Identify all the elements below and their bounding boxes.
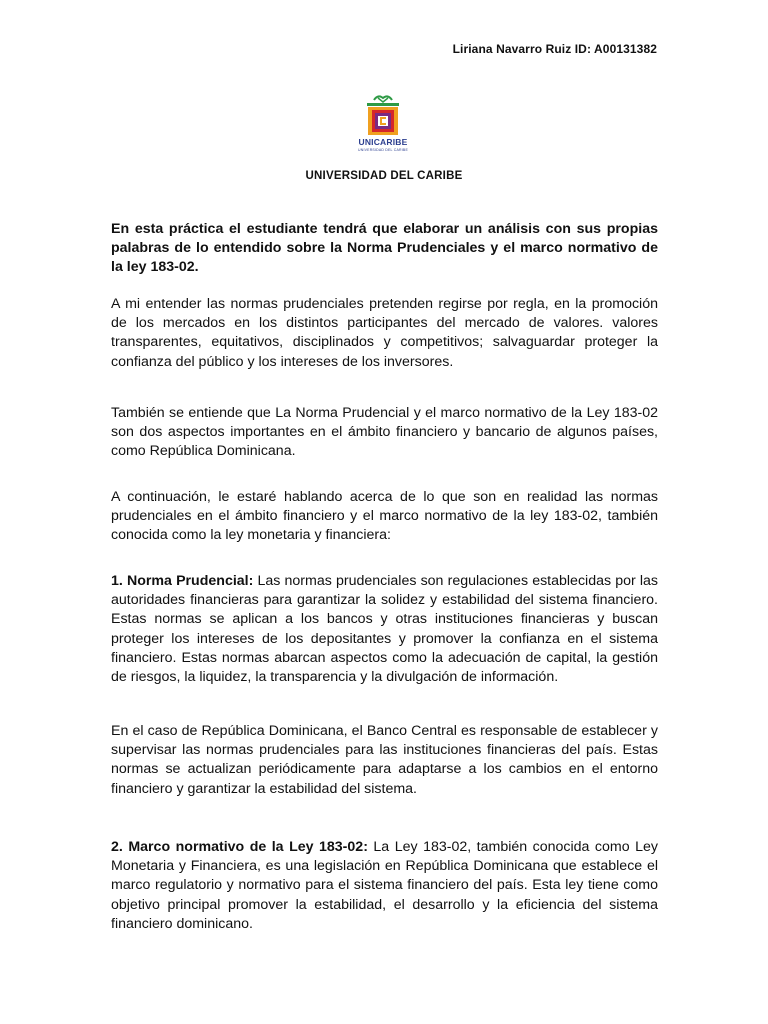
intro-paragraph: En esta práctica el estudiante tendrá que elaborar un análisis con sus propias palabras de lo entendido sobre la Norma Prudenciales y el marco normativo de la ley 183-02. (111, 221, 658, 276)
paragraph-4: En el caso de República Dominicana, el Banco Central es responsable de establecer y supervisar las normas prudenciales para las instituciones financieras del país. Estas normas se actualizan periódicamente para adaptarse a los cambios en el entorno financiero y garantizar la estabilidad del sistema. (111, 723, 658, 797)
paragraph-1: A mi entender las normas prudenciales pretenden regirse por regla, en la promoción de los mercados en los distintos participantes del mercado de valores. valores transparentes, equitativos, disciplinados y competitivos; salvaguardar proteger la confianza del público y los intereses de los inversores. (111, 296, 658, 370)
paragraph-2-block (111, 404, 658, 462)
section-1-heading: 1. Norma Prudencial: (111, 573, 254, 589)
paragraph-2: También se entiende que La Norma Prudencial y el marco normativo de la Ley 183-02 son dos aspectos importantes en el ámbito financiero y bancario de algunos países, como República Dominicana. (111, 405, 658, 460)
section-2-body: La Ley 183-02, también conocida como Ley Monetaria y Financiera, es una legislación en República Dominicana que establece el marco regulatorio y normativo para el sistema financiero del país. Esta ley tiene como objetivo principal promover la estabilidad, el desarrollo y la eficiencia del sistema financiero dominicano. (111, 839, 658, 932)
section-2-paragraph (111, 838, 658, 934)
paragraph-4-block (111, 722, 658, 799)
section-1-block (111, 572, 658, 687)
section-2-heading: 2. Marco normativo de la Ley 183-02: (111, 839, 368, 855)
logo-subtitle: UNIVERSIDAD DEL CARIBE (358, 148, 408, 152)
paragraph-3-block (111, 488, 658, 546)
section-1-body: Las normas prudenciales son regulaciones establecidas por las autoridades financieras para garantizar la solidez y estabilidad del sistema financiero. Estas normas se aplican a los bancos y otras instituciones financieras y buscan proteger los intereses de los depositantes y promover la confianza en el sistema financiero. Estas normas abarcan aspectos como la adecuación de capital, la gestión de riesgos, la liquidez, la transparencia y la divulgación de información. (111, 573, 659, 686)
section-1-paragraph (111, 572, 658, 687)
university-title: UNIVERSIDAD DEL CARIBE (305, 170, 463, 182)
unicaribe-logo (354, 94, 412, 158)
unicaribe-logo-icon (354, 94, 412, 138)
paragraph-1-block (111, 295, 658, 372)
logo-brand: UNICARIBE (358, 137, 408, 147)
paragraph-3: A continuación, le estaré hablando acerca de lo que son en realidad las normas prudenciales en el ámbito financiero y el marco normativo de la ley 183-02, también conocida como la ley monetaria y financiera: (111, 489, 658, 544)
author-line: Liriana Navarro Ruiz ID: A00131382 (452, 42, 657, 56)
section-2-block (111, 838, 658, 934)
